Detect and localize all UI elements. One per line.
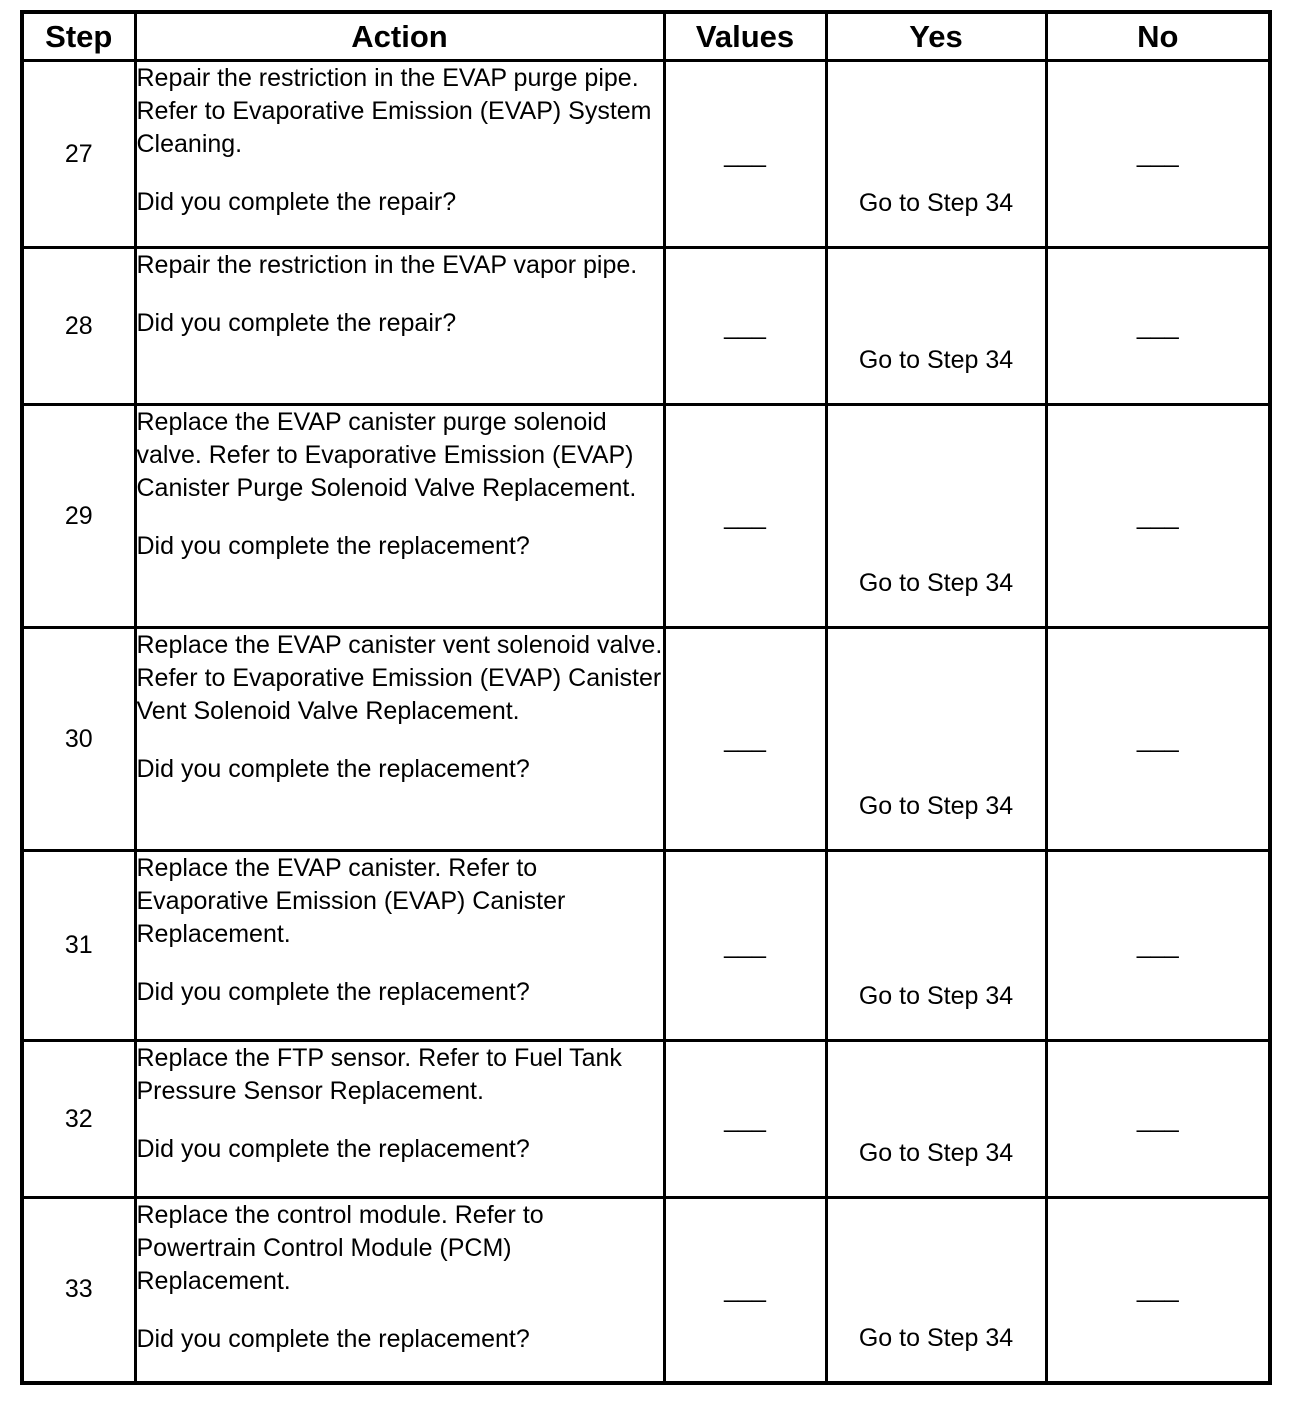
table-row xyxy=(22,61,1270,248)
no-cell: ___ xyxy=(1046,1041,1270,1198)
action-text: Replace the EVAP canister vent solenoid valve. Refer to Evaporative Emission (EVAP) Canister Vent Solenoid Valve Replacement. xyxy=(136,631,663,725)
no-cell: ___ xyxy=(1046,405,1270,628)
step-number: 30 xyxy=(22,628,135,851)
action-text: Replace the EVAP canister purge solenoid valve. Refer to Evaporative Emission (EVAP) Canister Purge Solenoid Valve Replacement. xyxy=(136,408,637,502)
no-cell: ___ xyxy=(1046,851,1270,1041)
action-question: Did you complete the repair? xyxy=(136,309,457,337)
step-number: 29 xyxy=(22,405,135,628)
step-number: 33 xyxy=(22,1198,135,1383)
action-text: Replace the EVAP canister. Refer to Evaporative Emission (EVAP) Canister Replacement. xyxy=(136,854,566,948)
yes-cell xyxy=(826,61,1046,248)
yes-link[interactable]: Go to Step 34 xyxy=(858,792,1014,820)
header-step: Step xyxy=(22,12,135,61)
yes-link[interactable]: Go to Step 34 xyxy=(858,1323,1014,1352)
yes-link[interactable]: Go to Step 34 xyxy=(858,982,1014,1010)
header-no: No xyxy=(1046,12,1270,61)
no-cell: ___ xyxy=(1046,1198,1270,1383)
action-cell xyxy=(135,61,664,248)
yes-cell xyxy=(826,1198,1046,1383)
values-cell: ___ xyxy=(664,851,826,1041)
yes-cell xyxy=(826,1041,1046,1198)
table-row xyxy=(22,1041,1270,1198)
header-row xyxy=(22,12,1270,61)
no-cell: ___ xyxy=(1046,61,1270,248)
table-row xyxy=(22,405,1270,628)
action-cell xyxy=(135,628,664,851)
action-cell xyxy=(135,1041,664,1198)
values-cell: ___ xyxy=(664,248,826,405)
step-number: 27 xyxy=(22,61,135,248)
action-question: Did you complete the replacement? xyxy=(136,755,530,783)
table-row xyxy=(22,851,1270,1041)
yes-cell xyxy=(826,628,1046,851)
action-cell xyxy=(135,248,664,405)
no-cell: ___ xyxy=(1046,248,1270,405)
step-number: 31 xyxy=(22,851,135,1041)
header-yes: Yes xyxy=(826,12,1046,61)
diagnostic-table xyxy=(20,10,1272,1385)
action-question: Did you complete the replacement? xyxy=(136,1135,530,1163)
step-number: 28 xyxy=(22,248,135,405)
action-text: Replace the FTP sensor. Refer to Fuel Tank Pressure Sensor Replacement. xyxy=(136,1044,622,1105)
values-cell: ___ xyxy=(664,628,826,851)
values-cell: ___ xyxy=(664,1041,826,1198)
table-row xyxy=(22,1198,1270,1383)
action-cell xyxy=(135,851,664,1041)
action-cell xyxy=(135,405,664,628)
values-cell: ___ xyxy=(664,61,826,248)
values-cell: ___ xyxy=(664,1198,826,1383)
step-number: 32 xyxy=(22,1041,135,1198)
no-cell: ___ xyxy=(1046,628,1270,851)
values-cell: ___ xyxy=(664,405,826,628)
yes-cell xyxy=(826,851,1046,1041)
yes-link[interactable]: Go to Step 34 xyxy=(858,1139,1014,1167)
yes-cell xyxy=(826,405,1046,628)
header-action: Action xyxy=(135,12,664,61)
table-row xyxy=(22,628,1270,851)
action-text: Replace the control module. Refer to Powertrain Control Module (PCM) Replacement. xyxy=(136,1201,544,1295)
yes-link[interactable]: Go to Step 34 xyxy=(858,346,1014,374)
action-question: Did you complete the replacement? xyxy=(136,1325,530,1353)
action-text: Repair the restriction in the EVAP vapor pipe. xyxy=(136,251,638,279)
header-values: Values xyxy=(664,12,826,61)
yes-cell xyxy=(826,248,1046,405)
action-question: Did you complete the repair? xyxy=(136,188,457,216)
action-text: Repair the restriction in the EVAP purge pipe. Refer to Evaporative Emission (EVAP) System Cleaning. xyxy=(136,64,652,158)
table-row xyxy=(22,248,1270,405)
action-question: Did you complete the replacement? xyxy=(136,532,530,560)
yes-link[interactable]: Go to Step 34 xyxy=(858,569,1014,597)
action-question: Did you complete the replacement? xyxy=(136,978,530,1006)
yes-link[interactable]: Go to Step 34 xyxy=(858,189,1014,217)
action-cell xyxy=(135,1198,664,1383)
